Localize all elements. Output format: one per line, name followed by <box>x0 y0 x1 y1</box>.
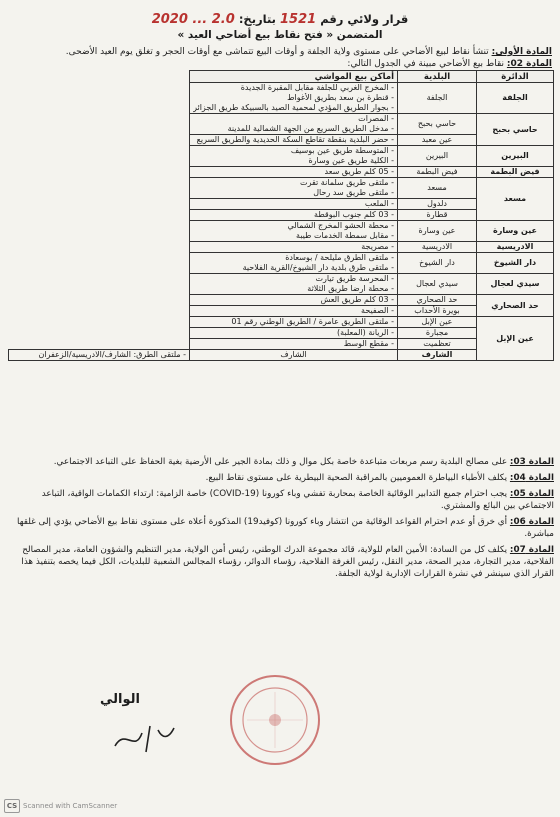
cell-baladiya: الجلفة <box>398 83 477 114</box>
table-row <box>9 274 554 295</box>
cell-places <box>190 274 398 295</box>
cell-baladiya: مجبارة <box>398 328 477 339</box>
table-row <box>9 114 554 135</box>
article-label: المادة 06: <box>509 517 554 527</box>
table-row <box>9 253 554 274</box>
cell-daira: الشارف <box>398 350 477 361</box>
table-row <box>9 167 554 178</box>
article-1-text: تنشأ نقاط لبيع الأضاحي على مستوى ولاية الجلفة و أوقات البيع تتماشى مع أوقات الحجر و تغلق يوم العيد الأضحى. <box>65 47 489 57</box>
cell-daira: الادريسية <box>477 242 554 253</box>
sale-site: - 03 كلم طريق العش <box>320 295 394 304</box>
cell-places <box>190 167 398 178</box>
cell-baladiya: الشارف <box>190 350 398 361</box>
cell-baladiya: حاسي بحبح <box>398 114 477 135</box>
article-4 <box>0 472 560 484</box>
cell-places <box>190 317 398 328</box>
cell-places <box>190 221 398 242</box>
table-row <box>9 306 554 317</box>
sale-site: - المخرج الغربي للجلفة مقابل المقبرة الجديدة <box>240 83 394 92</box>
cell-daira: الجلفة <box>477 83 554 114</box>
article-3 <box>0 456 560 468</box>
cell-places <box>190 306 398 317</box>
article-text: أي خرق أو عدم احترام القواعد الوقائية من انتشار وباء كورونا (كوفيد19) المذكورة أعلاه على مستوى نقاط بيع الأضاحي يؤدي إلى غلقها مباشرة. <box>17 517 554 539</box>
cell-places <box>190 253 398 274</box>
sale-site: - مصريجة <box>361 242 394 251</box>
article-label: المادة 07: <box>509 545 554 555</box>
table-row <box>9 135 554 146</box>
article-text: يكلف الأطباء البياطرة العموميين بالمراقبة الصحية البيطرية على مستوى نقاط البيع. <box>205 473 508 483</box>
cell-places <box>190 328 398 339</box>
cell-places <box>190 199 398 210</box>
decree-line <box>90 12 470 27</box>
table-body <box>9 83 554 361</box>
article-text: على مصالح البلدية رسم مربعات متباعدة خاصة بكل موال و ذلك بمادة الجير على الأرضية بغية الحفاظ على التباعد الاجتماعي. <box>53 457 508 467</box>
cell-baladiya: سيدي لعجال <box>398 274 477 295</box>
cell-baladiya: دلدول <box>398 199 477 210</box>
cell-places <box>190 242 398 253</box>
official-stamp <box>225 670 325 770</box>
cell-baladiya: فيض البطمة <box>398 167 477 178</box>
article-7 <box>0 544 560 580</box>
sale-site: - محطة الحشو المخرج الشمالي <box>287 221 394 230</box>
cell-places <box>190 295 398 306</box>
article-2-label: المادة 02: <box>506 59 552 69</box>
sale-site: - ملتقى الطرق مليلحة / بوسعادة <box>285 253 394 262</box>
article-label: المادة 05: <box>509 489 554 499</box>
cell-places <box>190 210 398 221</box>
article-1-label: المادة الأولى: <box>491 47 552 57</box>
sale-site: - 05 كلم طريق سعد <box>324 167 394 176</box>
sale-site: - مقطع الوسط <box>343 339 394 348</box>
cell-places <box>190 178 398 199</box>
sale-site: - المتوسطة طريق عين بوسيف <box>290 146 394 155</box>
article-label: المادة 04: <box>509 473 554 483</box>
sale-site: - المصرات <box>358 114 394 123</box>
cell-baladiya: عين الإبل <box>398 317 477 328</box>
article-text: يكلف كل من السادة: الأمين العام للولاية، قائد مجموعة الدرك الوطني، رئيس أمن الولاية، مدير التنظيم والشؤون العامة، مدير المصالح الفلاحية، مدير التجارة، مدير الصحة، مدير النقل، رئيس الغرفة الفلاحية، رؤساء الدوائر، رؤساء المجالس الشعبية للبلديات، الكل فيما يخصه بتنفيذ هذا القرار الذي سينشر في نشرة القرارات الإدارية لولاية الجلفة. <box>21 545 554 579</box>
article-1 <box>0 46 560 58</box>
table-row <box>9 350 554 361</box>
cell-baladiya: بويرة الأحداب <box>398 306 477 317</box>
wali-title: الوالي <box>100 692 140 707</box>
cell-baladiya: عين معبد <box>398 135 477 146</box>
article-label: المادة 03: <box>509 457 554 467</box>
table-row <box>9 210 554 221</box>
cell-baladiya: الادريسية <box>398 242 477 253</box>
cell-baladiya: حد الصحاري <box>398 295 477 306</box>
articles-section <box>0 456 560 584</box>
signature-area <box>0 660 560 790</box>
cell-daira: مسعد <box>477 178 554 221</box>
table-header-row <box>9 71 554 83</box>
cell-places <box>190 114 398 135</box>
article-5 <box>0 488 560 512</box>
article-2 <box>0 58 560 70</box>
table-row <box>9 295 554 306</box>
cell-daira: دار الشيوخ <box>477 253 554 274</box>
table-row <box>9 178 554 199</box>
signature-mark <box>110 718 180 758</box>
sale-site: - الكلية طريق عين وسارة <box>308 156 394 165</box>
sale-site: - المحرسة طريق تيارت <box>315 274 394 283</box>
sale-site: - الملعب <box>364 199 394 208</box>
cell-places <box>190 146 398 167</box>
date-label: بتاريخ: <box>238 12 276 26</box>
cell-places <box>190 83 398 114</box>
cell-baladiya: عين وسارة <box>398 221 477 242</box>
sale-site: - مدخل الطريق السريع من الجهة الشمالية للمدينة <box>227 124 394 133</box>
cell-places <box>9 350 190 361</box>
table-row <box>9 146 554 167</box>
camscanner-icon: CS <box>4 799 20 813</box>
table-row <box>9 317 554 328</box>
table-row <box>9 221 554 242</box>
cell-daira: البيرين <box>477 146 554 167</box>
decree-date: 2.0 ... 2020 <box>151 12 235 27</box>
sale-site: - قنطرة بن سعد بطريق الأغواط <box>287 93 394 102</box>
decree-number: 1521 <box>279 12 317 27</box>
sale-site: - الريانة (المعلبة) <box>337 328 394 337</box>
table-row <box>9 199 554 210</box>
table-row <box>9 328 554 339</box>
sale-site: - ملتقى طريق سلمانة تقرت <box>300 178 394 187</box>
cell-baladiya: تعظميت <box>398 339 477 350</box>
title-block <box>90 12 470 41</box>
sale-site: - مقابل سمطة الخدمات طيبة <box>295 231 394 240</box>
cell-daira: حاسي بحبح <box>477 114 554 146</box>
cell-baladiya: مسعد <box>398 178 477 199</box>
cell-daira: حد الصحاري <box>477 295 554 317</box>
sale-site: - ملتقى الطريق عامرة / الطريق الوطني رقم 01 <box>231 317 394 326</box>
cell-baladiya: دار الشيوخ <box>398 253 477 274</box>
cell-places <box>190 135 398 146</box>
cell-daira: عين وسارة <box>477 221 554 242</box>
article-text: يجب احترام جميع التدابير الوقائية الخاصة بمحاربة تفشي وباء كورونا (COVID-19) خاصة الزامية: ارتداء الكمامات الواقية، التباعد الاجتماعي بين البائع والمشتري. <box>41 489 554 511</box>
article-6 <box>0 516 560 540</box>
sale-site: - محطة ارضا طريق الثلاثة <box>307 284 394 293</box>
sale-site: - حضر البلدية بنقطة تقاطع السكة الحديدية والطريق السريع <box>196 135 394 144</box>
table-row <box>9 242 554 253</box>
article-2-text: نقاط بيع الأضاحي مبينة في الجدول التالي: <box>347 59 505 69</box>
scanner-watermark <box>4 799 117 813</box>
table-row <box>9 339 554 350</box>
header-baladiya: البلدية <box>398 71 477 83</box>
sale-site: - الصفيحة <box>361 306 394 315</box>
sale-site: - ملتقى طرق بلدية دار الشيوخ/القرية الفلاحية <box>242 263 394 272</box>
header-daira: الدائرة <box>477 71 554 83</box>
cell-baladiya: البيرين <box>398 146 477 167</box>
sale-site: - بجوار الطريق المؤدي لمحمية الصيد بالسبيكة طريق الجزائر <box>193 103 394 112</box>
decree-subject: المتضمن « فتح نقاط بيع أضاحي العيد » <box>177 29 383 41</box>
cell-places <box>190 339 398 350</box>
sales-points-table <box>8 70 554 361</box>
cell-daira: سيدي لعجال <box>477 274 554 295</box>
cell-daira: فيض البطمة <box>477 167 554 178</box>
header-places: أماكن بيع المواشي <box>190 71 398 83</box>
scanner-text: Scanned with CamScanner <box>23 802 118 810</box>
sale-site: - ملتقى الطرق: الشارف/الادريسية/الزعفران <box>38 350 187 359</box>
cell-daira: عين الإبل <box>477 317 554 361</box>
sale-site: - ملتقى طريق سد رحال <box>313 188 394 197</box>
sale-site: - 03 كلم جنوب البوقطة <box>314 210 394 219</box>
cell-baladiya: قطارة <box>398 210 477 221</box>
table-row <box>9 83 554 114</box>
decree-prefix: قرار ولائي رقم <box>320 12 409 26</box>
